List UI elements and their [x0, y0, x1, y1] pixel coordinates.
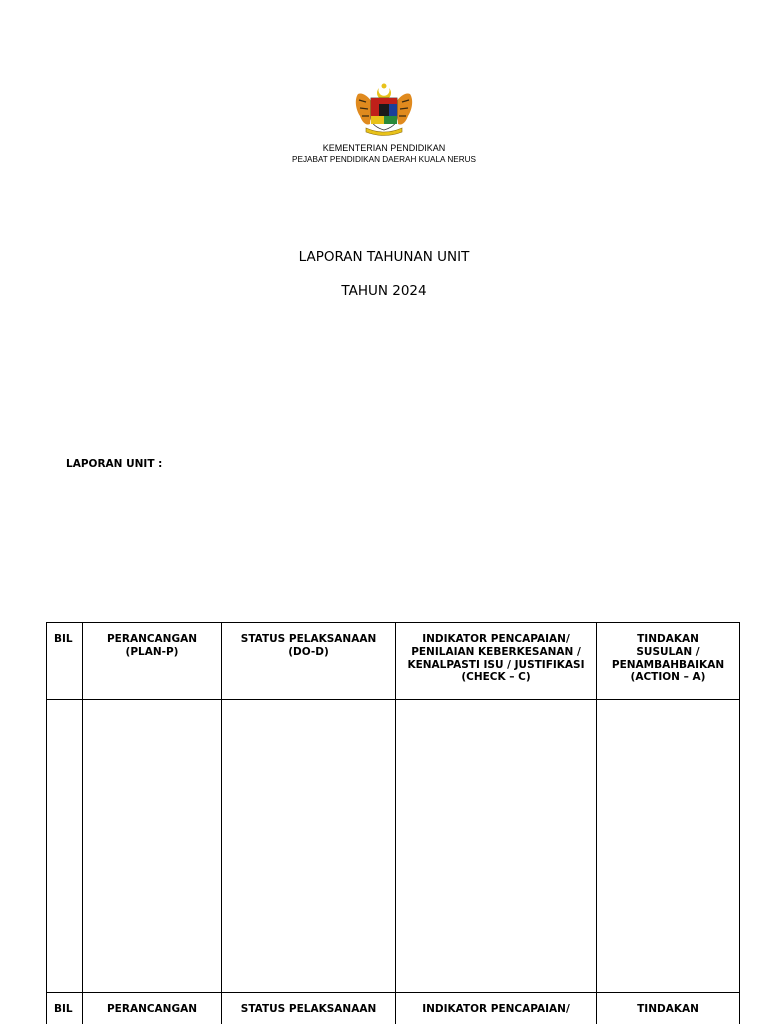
column-header-plan: PERANCANGAN (PLAN-P) — [83, 623, 222, 700]
column-header-check: INDIKATOR PENCAPAIAN/ — [396, 993, 597, 1024]
report-year: TAHUN 2024 — [341, 283, 427, 299]
column-header-do: STATUS PELAKSANAAN — [222, 993, 396, 1024]
column-header-do: STATUS PELAKSANAAN (DO-D) — [222, 623, 396, 700]
report-title: LAPORAN TAHUNAN UNIT — [298, 249, 470, 265]
table-header-row — [47, 623, 740, 700]
cell-bil[interactable] — [47, 700, 83, 993]
table-row — [47, 700, 740, 993]
cell-plan[interactable] — [83, 700, 222, 993]
cell-do[interactable] — [222, 700, 396, 993]
column-header-action: TINDAKAN — [597, 993, 740, 1024]
report-table-wrapper — [46, 622, 739, 1024]
column-header-bil: BIL — [47, 623, 83, 700]
report-table — [46, 622, 740, 1024]
cell-action[interactable] — [597, 700, 740, 993]
column-header-check: INDIKATOR PENCAPAIAN/ PENILAIAN KEBERKESANAN / KENALPASTI ISU / JUSTIFIKASI (CHECK – C) — [396, 623, 597, 700]
column-header-plan: PERANCANGAN — [83, 993, 222, 1024]
malaysia-coat-of-arms-icon — [352, 82, 416, 138]
ministry-logo-block — [280, 82, 488, 190]
ministry-name: KEMENTERIAN PENDIDIKAN — [322, 143, 446, 153]
unit-label: LAPORAN UNIT : — [66, 458, 163, 470]
column-header-bil: BIL — [47, 993, 83, 1024]
district-office-name: PEJABAT PENDIDIKAN DAERAH KUALA NERUS — [292, 155, 476, 164]
column-header-action: TINDAKAN SUSULAN / PENAMBAHBAIKAN (ACTION – A) — [597, 623, 740, 700]
cell-check[interactable] — [396, 700, 597, 993]
table-header-row-repeat — [47, 993, 740, 1024]
